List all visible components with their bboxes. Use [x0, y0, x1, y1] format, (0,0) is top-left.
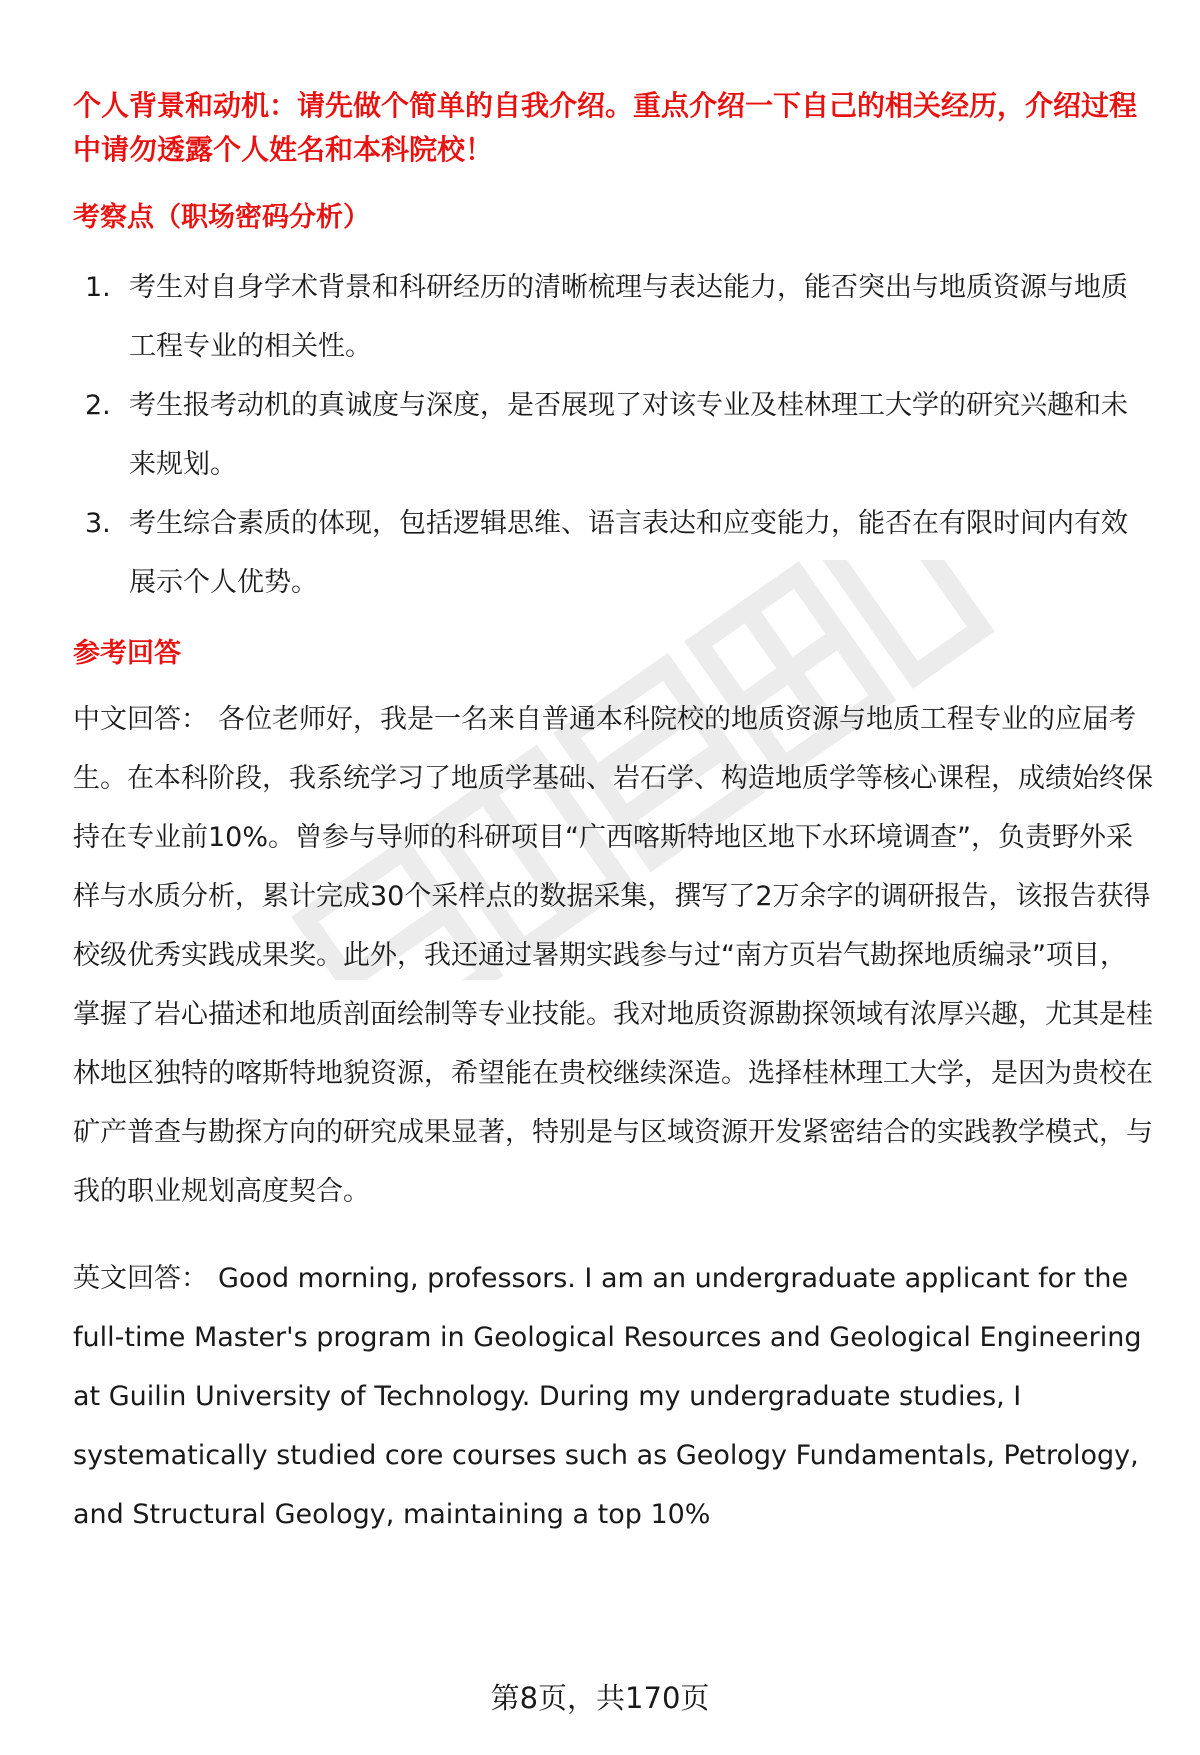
focus-points-list — [73, 258, 1153, 612]
english-answer-label: 英文回答： — [73, 1263, 208, 1294]
chinese-answer-label: 中文回答： — [73, 704, 208, 735]
list-item-number: 1. — [85, 272, 111, 303]
page-number: 第8页，共170页 — [490, 1681, 710, 1715]
list-item — [73, 258, 1153, 376]
english-answer — [73, 1249, 1153, 1544]
answer-title: 参考回答 — [73, 638, 181, 669]
list-item-number: 2. — [85, 390, 111, 421]
list-item-number: 3. — [85, 508, 111, 539]
list-item-text: 考生对自身学术背景和科研经历的清晰梳理与表达能力，能否突出与地质资源与地质工程专业的相关性。 — [129, 272, 1128, 362]
english-answer-text: Good morning, professors. I am an undergraduate applicant for the full-time Master's program in Geological Resources and Geological Engineering at Guilin University of Technology. During my undergraduate studies, I systematically studied core courses such as Geology Fundamentals, Petrology, and Structural Geology, maintaining a top 10% — [73, 1263, 1142, 1530]
list-item-text: 考生综合素质的体现，包括逻辑思维、语言表达和应变能力，能否在有限时间内有效展示个人优势。 — [129, 508, 1128, 598]
list-item — [73, 494, 1153, 612]
list-item-text: 考生报考动机的真诚度与深度，是否展现了对该专业及桂林理工大学的研究兴趣和未来规划。 — [129, 390, 1128, 480]
chinese-answer — [73, 690, 1153, 1221]
question-heading: 个人背景和动机：请先做个简单的自我介绍。重点介绍一下自己的相关经历，介绍过程中请勿透露个人姓名和本科院校！ — [73, 89, 1138, 166]
main-content — [73, 84, 1153, 1544]
focus-title: 考察点（职场密码分析） — [73, 202, 370, 233]
list-item — [73, 376, 1153, 494]
chinese-answer-text: 各位老师好，我是一名来自普通本科院校的地质资源与地质工程专业的应届考生。在本科阶段，我系统学习了地质学基础、岩石学、构造地质学等核心课程，成绩始终保持在专业前10%。曾参与导师的科研项目“广西喀斯特地区地下水环境调查”，负责野外采样与水质分析，累计完成30个采样点的数据采集，撰写了2万余字的调研报告，该报告获得校级优秀实践成果奖。此外，我还通过暑期实践参与过“南方页岩气勘探地质编录”项目，掌握了岩心描述和地质剖面绘制等专业技能。我对地质资源勘探领域有浓厚兴趣，尤其是桂林地区独特的喀斯特地貌资源，希望能在贵校继续深造。选择桂林理工大学，是因为贵校在矿产普查与勘探方向的研究成果显著，特别是与区域资源开发紧密结合的实践教学模式，与我的职业规划高度契合。 — [73, 704, 1153, 1207]
